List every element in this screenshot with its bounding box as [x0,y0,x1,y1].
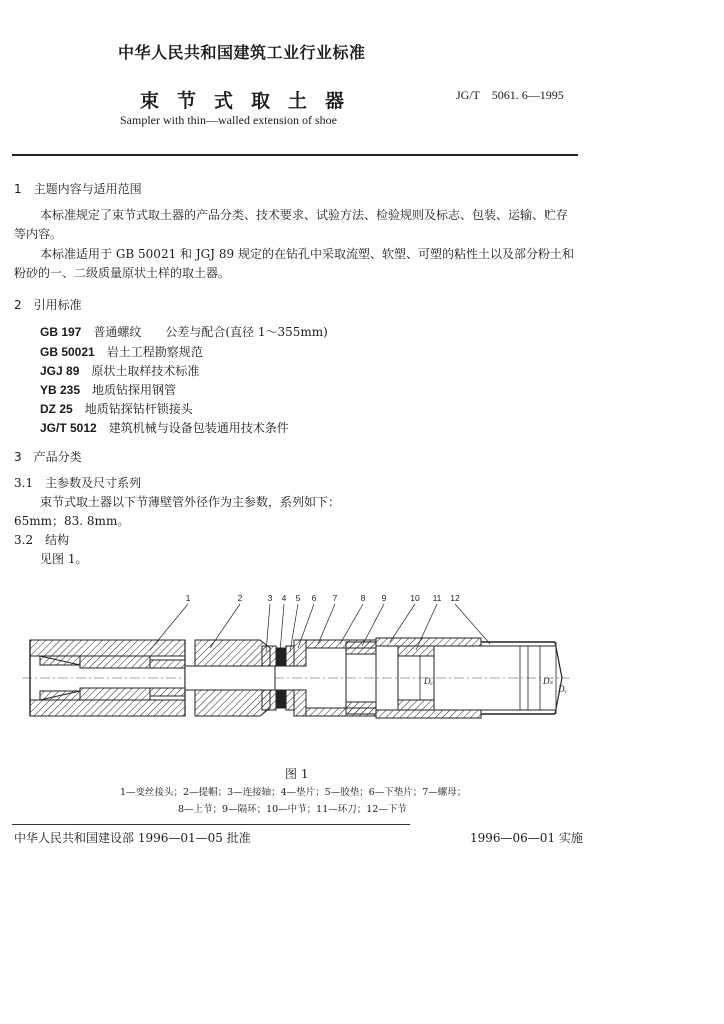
part-number-label: 12 [450,593,460,603]
effective-date-note: 1996—06—01 实施 [470,831,583,845]
reference-title: 岩土工程勘察规范 [106,345,203,359]
reference-code: YB 235 [40,383,81,397]
part-number-label: 7 [332,593,338,603]
part-number-label: 9 [381,593,387,603]
standard-organization-title: 中华人民共和国建筑工业行业标准 [118,43,366,62]
figure-caption: 图 1 [285,767,309,781]
reference-code: JGJ 89 [40,364,80,378]
dimension-label: Dᵥ [558,684,568,694]
section-2-heading: 2 引用标准 [14,298,82,312]
part-number-label: 8 [360,593,366,603]
reference-code: DZ 25 [40,402,73,416]
reference-code: JG/T 5012 [40,421,97,435]
reference-code: GB 50021 [40,345,95,359]
connecting-shaft [185,666,275,690]
section-3-heading: 3 产品分类 [14,450,82,464]
section-3-2-heading: 3.2 结构 [14,533,70,547]
document-title-english: Sampler with thin—walled extension of shoe [120,113,337,127]
reference-title: 地质钻探钻杆锁接头 [84,402,193,416]
section-3-2-text: 见图 1。 [40,552,88,566]
section-1-paragraph-1: 本标准规定了束节式取土器的产品分类、技术要求、试验方法、检验规则及标志、包装、运输、贮存等内容。 [14,208,569,241]
document-title-chinese: 束节式取土器 [140,90,363,112]
figure-legend-line-1: 1—变丝接头；2—提帽；3—连接轴；4—垫片；5—胶垫；6—下垫片；7—螺母； [120,787,467,798]
part-number-label: 2 [237,593,243,603]
reference-title: 建筑机械与设备包装通用技术条件 [108,421,289,435]
footer-rule [12,824,410,825]
part-number-label: 6 [311,593,317,603]
part-number-label: 4 [281,593,287,603]
reference-title: 地质钻探用钢管 [92,383,177,397]
approval-note: 中华人民共和国建设部 1996—01—05 批准 [14,831,251,845]
part-number-label: 11 [432,593,442,603]
part-number-label: 5 [295,593,301,603]
section-3-1-values: 65mm；83. 8mm。 [14,514,130,528]
reference-title: 原状土取样技术标准 [91,364,200,378]
dimension-label: Dₛ [543,676,553,686]
section-1-paragraph-2: 本标准适用于 GB 50021 和 JGJ 89 规定的在钻孔中采取流塑、软塑、可塑的粘性土以及部分粉土和粉砂的一、二级质量原状土样的取土器。 [14,247,574,280]
reference-title: 普通螺纹 公差与配合(直径 1～355mm) [93,325,328,339]
figure-legend-line-2: 8—上节；9—隔环；10—中节；11—环刀；12—下节 [178,804,407,815]
part-number-label: 10 [410,593,420,603]
part-number-label: 3 [267,593,273,603]
section-3-1-heading: 3.1 主参数及尺寸系列 [14,476,142,490]
dimension-label: Dₑ [424,676,433,686]
section-3-1-text: 束节式取土器以下节薄壁管外径作为主参数，系列如下： [40,495,341,509]
part-number-label: 1 [185,593,191,603]
reference-code: GB 197 [40,325,82,339]
section-1-heading: 1 主题内容与适用范围 [14,182,142,196]
standard-code: JG/T 5061. 6—1995 [456,88,564,102]
